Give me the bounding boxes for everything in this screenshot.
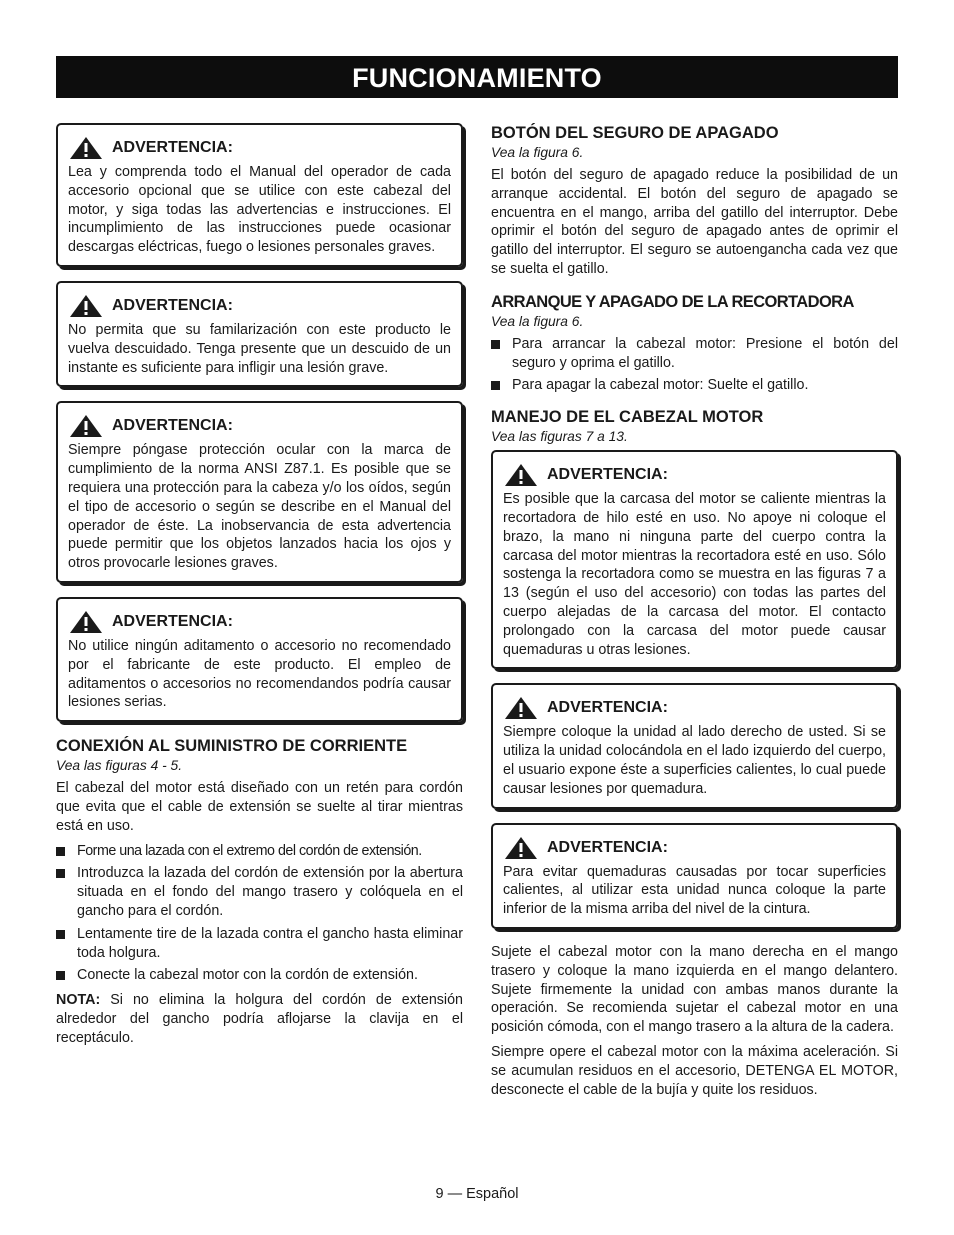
paragraph: Sujete el cabezal motor con la mano derecha en el mango trasero y coloque la mano izquierda en el mango delantero. Sujete firmemente la unidad con ambas manos durante la operación. Se recomienda sujetar el cabezal motor en una posición cómoda, con el mango trasero a la altura de la cadera. — [491, 943, 898, 1036]
note-text: Si no elimina la holgura del cordón de extensión alrededor del gancho podría aflojarse la clavija en el receptáculo. — [56, 992, 463, 1046]
warning-triangle-icon — [70, 611, 102, 633]
warning-text: No permita que su familarización con este producto le vuelva descuidado. Tenga presente que un descuido de un instante es suficiente para infligir una lesión grave. — [68, 321, 451, 376]
warning-header — [70, 137, 451, 159]
warning-text: Siempre coloque la unidad al lado derecho de usted. Si se utiliza la unidad colocándola en el lado izquierdo del cuerpo, el usuario expone éste a superficies calientes, lo cual puede causar lesiones por quemadura. — [503, 724, 886, 797]
warning-label: ADVERTENCIA: — [112, 612, 233, 630]
paragraph: El botón del seguro de apagado reduce la posibilidad de un arranque accidental. El botón del seguro de apagado se encuentra en el mango, arriba del gatillo del interruptor. Debe oprimir el botón del seguro de apagado antes de oprimir el gatillo del interruptor. El seguro se autoengancha cada vez que se suelta el gatillo. — [491, 167, 898, 277]
section-heading-handling: MANEJO DE EL CABEZAL MOTOR — [491, 408, 764, 427]
warning-triangle-icon — [70, 415, 102, 437]
bullet-list — [491, 335, 898, 395]
note-paragraph — [56, 991, 463, 1047]
section-heading-power: CONEXIÓN AL SUMINISTRO DE CORRIENTE — [56, 737, 408, 756]
list-item: Introduzca la lazada del cordón de extensión por la abertura situada en el fondo del mango trasero y colóquela en el gancho para el cordón. — [56, 864, 463, 920]
warning-box — [56, 281, 463, 387]
warning-header — [505, 837, 886, 859]
warning-text: Lea y comprenda todo el Manual del operador de cada accesorio opcional que se utilice con este cabezal del motor, y siga todas las advertencias e instrucciones. El incumplimiento de las instrucciones puede ocasionar descargas eléctricas, fuego o lesiones personales graves. — [68, 164, 451, 256]
warning-triangle-icon — [505, 697, 537, 719]
warning-triangle-icon — [505, 464, 537, 486]
warning-label: ADVERTENCIA: — [547, 699, 668, 717]
warning-label: ADVERTENCIA: — [547, 838, 668, 856]
warning-header — [70, 415, 451, 437]
warning-label: ADVERTENCIA: — [112, 296, 233, 314]
warning-box — [56, 123, 463, 267]
warning-header — [505, 464, 886, 486]
warning-label: ADVERTENCIA: — [547, 466, 668, 484]
figure-reference: Vea la figura 6. — [491, 145, 584, 160]
warning-label: ADVERTENCIA: — [112, 139, 233, 156]
note-label: NOTA: — [56, 992, 101, 1009]
list-item: Forme una lazada con el extremo del cordón de extensión. — [56, 842, 463, 861]
section-heading-lockoff: BOTÓN DEL SEGURO DE APAGADO — [491, 124, 779, 142]
warning-header — [70, 295, 451, 317]
warning-text: No utilice ningún aditamento o accesorio no recomendado por el fabricante de este producto. El empleo de aditamentos o accesorios no recomendandos podría causar lesiones serias. — [68, 637, 451, 711]
section-heading-startstop: ARRANQUE Y APAGADO DE LA RECORTADORA — [491, 292, 854, 311]
warning-text: Siempre póngase protección ocular con la marca de cumplimiento de la norma ANSI Z87.1. Es posible que se requiera una protección para la cabeza y/o los oídos, según el tipo de accesorio o según se describe en el Manual del operador de éste. La inobservancia de esta advertencia puede permitir que los objetos lanzados hacia los ojos y otros provocarle lesiones graves. — [68, 442, 451, 572]
list-item: Lentamente tire de la lazada contra el gancho hasta eliminar toda holgura. — [56, 925, 463, 963]
figure-reference: Vea las figuras 7 a 13. — [491, 429, 628, 445]
figure-reference: Vea la figura 6. — [491, 313, 584, 329]
page-footer: 9 — Español — [435, 1186, 519, 1202]
list-item: Conecte la cabezal motor con la cordón de extensión. — [56, 966, 463, 985]
warning-triangle-icon — [505, 837, 537, 859]
list-item: Para apagar la cabezal motor: Suelte el gatillo. — [491, 376, 898, 395]
figure-reference: Vea las figuras 4 - 5. — [56, 758, 183, 774]
warning-triangle-icon — [70, 295, 102, 317]
warning-box — [491, 823, 898, 929]
warning-header — [70, 611, 451, 633]
list-item: Para arrancar la cabezal motor: Presione el botón del seguro y oprima el gatillo. — [491, 335, 898, 373]
left-column — [56, 123, 463, 1054]
warning-label: ADVERTENCIA: — [112, 417, 233, 435]
warning-box — [56, 597, 463, 722]
warning-text: Para evitar quemaduras causadas por tocar superficies calientes, al utilizar esta unidad nunca coloque la parte inferior de la misma arriba del nivel de la cintura. — [503, 863, 886, 918]
warning-box — [491, 683, 898, 808]
warning-triangle-icon — [70, 137, 102, 159]
warning-box — [491, 450, 898, 669]
page-title: FUNCIONAMIENTO — [56, 56, 898, 98]
warning-box — [56, 401, 463, 583]
paragraph: El cabezal del motor está diseñado con un retén para cordón que evita que el cable de extensión se suelte al tirar mientras está en uso. — [56, 780, 463, 834]
bullet-list — [56, 842, 463, 986]
right-column — [491, 123, 898, 1105]
warning-text: Es posible que la carcasa del motor se caliente mientras la recortadora de hilo esté en uso. No apoye ni coloque el brazo, la mano ni ninguna parte del cuerpo contra la carcasa del motor mientras la recortadora esté en uso. Sólo sostenga la recortadora como se muestra en las figuras 7 a 13 (según el uso del accesorio) con todas las partes del cuerpo alejadas de la carcasa del motor. El contacto prolongado con la carcasa del motor puede causar quemaduras u otras lesiones. — [503, 491, 886, 658]
warning-header — [505, 697, 886, 719]
paragraph: Siempre opere el cabezal motor con la máxima aceleración. Si se acumulan residuos en el accesorio, DETENGA EL MOTOR, desconecte el cable de la bujía y quite los residuos. — [491, 1043, 898, 1098]
